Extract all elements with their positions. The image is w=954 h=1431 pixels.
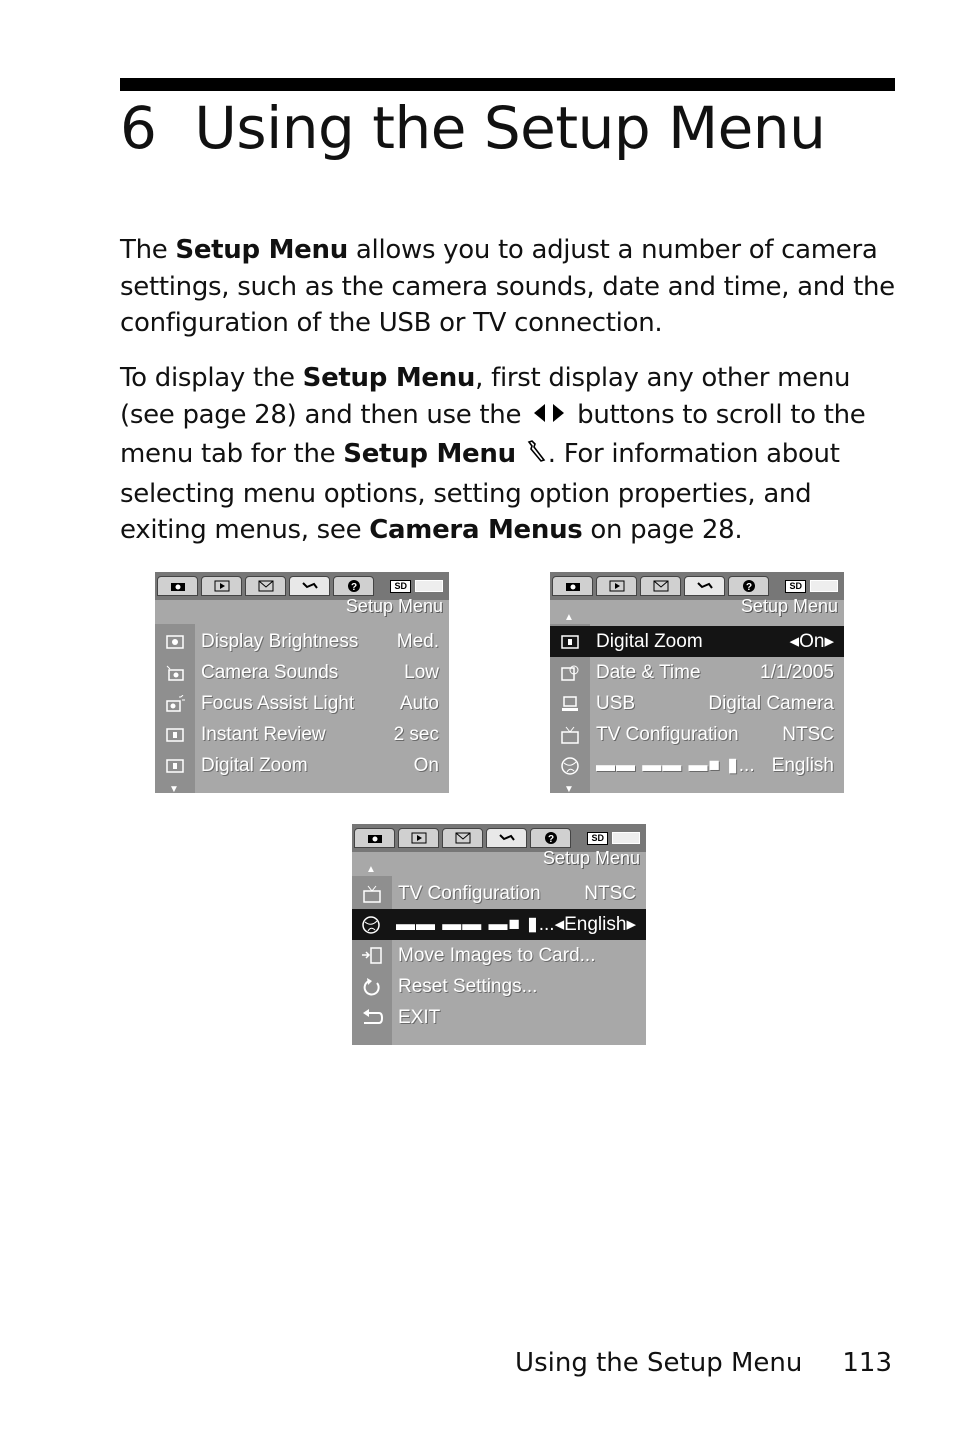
language-flags-icon: ▬▬ ▬▬ ▬■ ▮ [596,755,739,776]
page-footer [515,1348,892,1378]
menu-row[interactable] [155,626,449,657]
intro-text-1: The [120,235,176,265]
language-more: ... [538,914,555,935]
reset-settings-icon [352,977,392,997]
menu-row-label: Reset Settings... [398,975,538,997]
setup-tab-icon [289,576,330,596]
setup-menu-screen-2 [550,572,844,793]
capture-tab-icon [157,576,198,596]
menu-row-value: English [771,754,834,776]
help-tab-icon [333,576,374,596]
capture-tab-icon [552,576,593,596]
menu-row-label [590,754,772,777]
display-setup-menu-term: Setup Menu [302,363,476,393]
menu-row[interactable] [550,719,844,750]
svg-text:?: ? [350,582,357,593]
menu-row-label: USB [596,692,636,714]
language-globe-icon [352,915,390,935]
display-brightness-icon [155,633,195,651]
intro-paragraph [120,232,900,342]
menu-row-value: Auto [399,692,439,714]
footer-section-title: Using the Setup Menu [515,1348,803,1378]
scroll-down-arrow-icon: ▼ [564,784,574,793]
language-globe-icon [550,756,590,776]
battery-sd-indicator [587,832,640,845]
menu-row[interactable] [352,1002,646,1033]
battery-sd-indicator [785,580,838,593]
menu-row-label: Move Images to Card... [398,944,596,966]
value-text: On [799,631,825,652]
svg-text:?: ? [745,582,752,593]
menu-row[interactable] [550,688,844,719]
display-text-2: , first display any other menu (see page 28) and then use the [120,363,851,430]
svg-text:?: ? [547,834,554,845]
battery-icon [612,832,640,844]
share-tab-icon [245,576,286,596]
battery-sd-indicator [390,580,443,593]
wrench-icon [524,439,548,476]
playback-tab-icon [596,576,637,596]
battery-icon [810,580,838,592]
menu-row-value: ◂English▸ [554,914,636,935]
menu-row[interactable] [155,750,449,781]
chapter-heading [120,92,825,164]
menu-row-value: ◂On▸ [789,631,834,652]
menu-row-value: NTSC [584,882,636,904]
chapter-title: Using the Setup Menu [194,94,826,162]
language-flags-icon: ▬▬ ▬▬ ▬■ ▮ [395,914,539,935]
scroll-up-arrow-icon: ▲ [366,864,376,875]
display-text-5: on page 28. [582,515,743,545]
menu-row[interactable] [155,688,449,719]
display-text-1: To display the [120,363,303,393]
menu-row-selected[interactable] [352,909,646,940]
display-paragraph [120,360,900,549]
menu-title: Setup Menu [345,596,443,616]
scroll-up-arrow-icon: ▲ [564,612,574,623]
menu-row[interactable] [352,940,646,971]
menu-row-label: Instant Review [201,723,326,745]
menu-row-value: Low [404,661,439,683]
display-setup-menu-term-2: Setup Menu [343,439,516,469]
setup-tab-icon [684,576,725,596]
menu-row[interactable] [550,657,844,688]
digital-zoom-icon [155,757,195,775]
usb-icon [550,695,590,713]
menu-row-label [390,913,555,936]
date-time-icon [550,664,590,682]
display-text-3: buttons to scroll to the menu tab for the [120,399,866,469]
menu-row-value: NTSC [782,723,834,745]
display-text-4: . For information about selecting menu options, setting option properties, and exiting menus, see [120,439,840,545]
page-number: 113 [842,1348,892,1378]
menu-row-value: On [413,754,439,776]
playback-tab-icon [398,828,439,848]
menu-row[interactable] [155,719,449,750]
help-tab-icon [728,576,769,596]
share-tab-icon [442,828,483,848]
menu-row-value: 2 sec [393,723,439,745]
playback-tab-icon [201,576,242,596]
help-tab-icon [530,828,571,848]
digital-zoom-icon [550,633,590,651]
menu-row-label: Date & Time [596,661,701,683]
language-more: ... [738,755,755,776]
menu-row-label: EXIT [398,1006,441,1028]
menu-row-label: Display Brightness [201,630,359,652]
sd-card-icon: SD [587,832,608,845]
move-images-icon [352,946,392,966]
instant-review-icon [155,726,195,744]
menu-row-value: Med. [396,630,439,652]
battery-icon [415,580,443,592]
setup-menu-screen-3 [352,824,646,1045]
scroll-down-arrow-icon: ▼ [169,784,179,793]
chapter-rule [120,78,895,91]
capture-tab-icon [354,828,395,848]
menu-row[interactable] [352,971,646,1002]
menu-row[interactable] [155,657,449,688]
tv-configuration-icon [352,885,392,903]
menu-row-label: Digital Zoom [201,754,308,776]
menu-title: Setup Menu [740,596,838,616]
intro-setup-menu-term: Setup Menu [175,235,348,265]
menu-row-value: Digital Camera [708,692,834,714]
menu-title: Setup Menu [542,848,640,868]
menu-row-label: TV Configuration [596,723,739,745]
camera-sounds-icon [155,664,195,682]
menu-row[interactable] [550,750,844,781]
intro-text-2: allows you to adjust a number of camera settings, such as the camera sounds, date and time, and the configuration of the USB or TV connection. [120,235,895,338]
menu-row-label: Focus Assist Light [201,692,355,714]
focus-assist-light-icon [155,695,195,713]
setup-menu-screen-1 [155,572,449,793]
menu-row[interactable] [352,878,646,909]
sd-card-icon: SD [785,580,806,593]
menu-row-label: TV Configuration [398,882,541,904]
menu-row-label: Camera Sounds [201,661,339,683]
camera-menus-link: Camera Menus [369,515,583,545]
setup-tab-icon [486,828,527,848]
left-right-arrow-buttons-icon [529,400,569,437]
share-tab-icon [640,576,681,596]
exit-icon [352,1009,392,1027]
menu-row-label: Digital Zoom [596,630,703,652]
chapter-number: 6 [120,94,157,162]
value-text: English [564,914,627,935]
sd-card-icon: SD [390,580,411,593]
menu-row-selected[interactable] [550,626,844,657]
tv-configuration-icon [550,726,590,744]
menu-row-value: 1/1/2005 [760,661,834,683]
